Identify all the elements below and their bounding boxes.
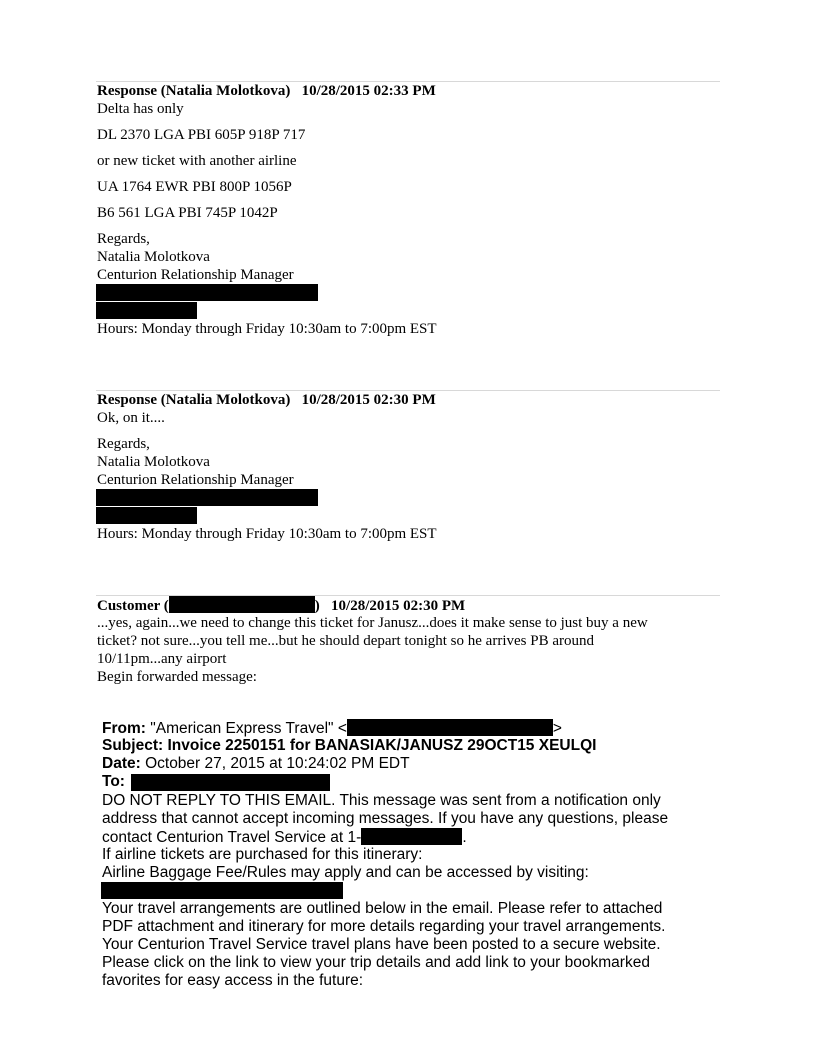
from-name: "American Express Travel" < [150,720,347,737]
message-author: Response (Natalia Molotkova) [97,392,291,408]
message-line: Begin forwarded message: [97,669,257,685]
subject-text: Invoice 2250151 for BANASIAK/JANUSZ 29OCT15 XEULQI [167,737,597,754]
body-line: If airline tickets are purchased for this itinerary: [102,846,423,863]
body-line: PDF attachment and itinerary for more details regarding your travel arrangements. [102,918,666,935]
message-line: or new ticket with another airline [97,153,297,169]
message-timestamp: 10/28/2015 02:30 PM [301,392,436,408]
message-line: Ok, on it.... [97,410,165,426]
message-timestamp: 10/28/2015 02:30 PM [331,598,466,614]
signature-line: Centurion Relationship Manager [97,472,294,488]
redaction-bar [96,302,197,319]
body-line: Please click on the link to view your trip details and add link to your bookmarked [102,954,650,971]
date-label: Date: [102,755,141,772]
signature-line: Regards, [97,436,150,452]
date-text: October 27, 2015 at 10:24:02 PM EDT [145,755,410,772]
message-author: Response (Natalia Molotkova) [97,83,291,99]
signature-line: Regards, [97,231,150,247]
redaction-bar [347,719,553,736]
redaction-bar [96,489,318,506]
message-timestamp: 10/28/2015 02:33 PM [301,83,436,99]
body-line: favorites for easy access in the future: [102,972,364,989]
body-line: DO NOT REPLY TO THIS EMAIL. This message was sent from a notification only [102,792,661,809]
customer-label: Customer ( [97,598,169,614]
forward-subject [102,737,596,755]
message-line: 10/11pm...any airport [97,651,227,667]
redaction-bar [169,596,315,613]
forward-from [102,719,562,738]
from-close: > [552,720,562,737]
contact-text: contact Centurion Travel Service at 1- [102,829,362,846]
message-line: B6 561 LGA PBI 745P 1042P [97,205,278,221]
redaction-bar [96,507,197,524]
body-line: Airline Baggage Fee/Rules may apply and can be accessed by visiting: [102,864,589,881]
hours-line: Hours: Monday through Friday 10:30am to 7:00pm EST [97,321,437,337]
message-line: ticket? not sure...you tell me...but he should depart tonight so he arrives PB around [97,633,594,649]
message-line: ...yes, again...we need to change this ticket for Janusz...does it make sense to just buy a new [97,615,648,631]
redaction-bar [96,284,318,301]
signature-line: Centurion Relationship Manager [97,267,294,283]
message-header [97,596,465,615]
from-label: From: [102,720,146,737]
message-header [97,391,436,409]
body-line: Your Centurion Travel Service travel plans have been posted to a secure website. [102,936,661,953]
hours-line: Hours: Monday through Friday 10:30am to 7:00pm EST [97,526,437,542]
to-label: To: [102,773,125,790]
message-line: DL 2370 LGA PBI 605P 918P 717 [97,127,306,143]
contact-line [102,828,467,847]
message-header [97,82,436,100]
subject-label: Subject: [102,737,164,754]
signature-line: Natalia Molotkova [97,454,210,470]
body-line: Your travel arrangements are outlined below in the email. Please refer to attached [102,900,663,917]
forward-to [102,773,125,791]
redaction-bar [101,882,343,899]
message-line: UA 1764 EWR PBI 800P 1056P [97,179,292,195]
body-line: address that cannot accept incoming messages. If you have any questions, please [102,810,669,827]
message-line: Delta has only [97,101,184,117]
redaction-bar [361,828,462,845]
customer-label-close: ) [314,598,320,614]
contact-period: . [462,829,467,846]
signature-line: Natalia Molotkova [97,249,210,265]
forward-date [102,755,410,773]
redaction-bar [131,774,330,791]
